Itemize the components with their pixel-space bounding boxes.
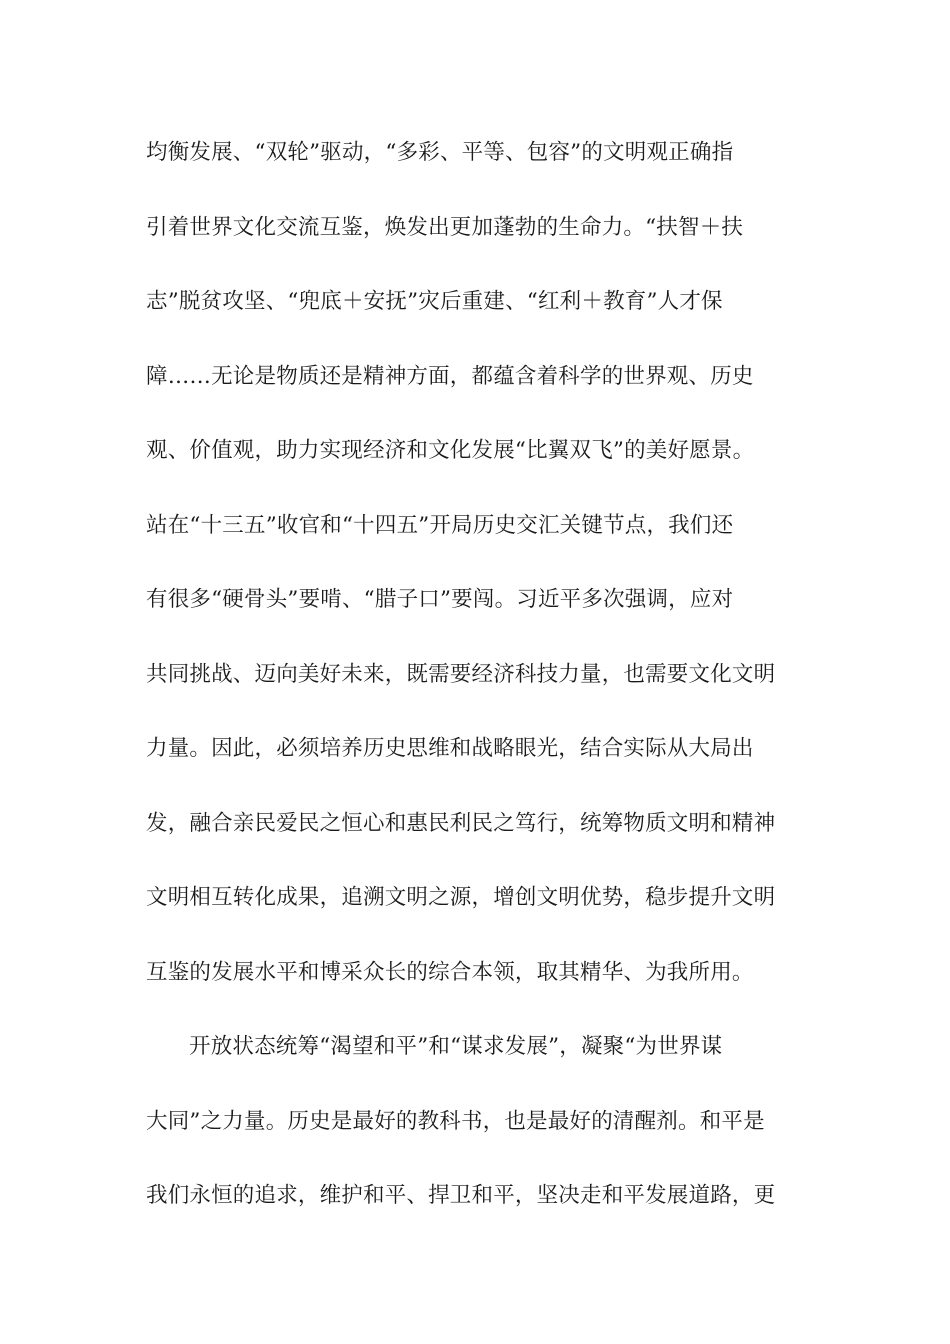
text-line: 互鉴的发展水平和博采众长的综合本领，取其精华、为我所用。 xyxy=(146,959,754,985)
text-line: 均衡发展、“双轮”驱动，“多彩、平等、包容”的文明观正确指 xyxy=(146,140,734,165)
text-line: 观、价值观，助力实现经济和文化发展“比翼双飞”的美好愿景。 xyxy=(146,438,755,463)
text-line: 我们永恒的追求，维护和平、捍卫和平，坚决走和平发展道路，更 xyxy=(146,1183,776,1208)
text-line: 发，融合亲民爱民之恒心和惠民利民之笃行，统筹物质文明和精神 xyxy=(146,810,776,836)
text-line: 引着世界文化交流互鉴，焕发出更加蓬勃的生命力。“扶智＋扶 xyxy=(146,214,744,240)
text-line: 志”脱贫攻坚、“兜底＋安抚”灾后重建、“红利＋教育”人才保 xyxy=(146,289,723,314)
paragraph-first-line: 开放状态统筹“渴望和平”和“谋求发展”，凝聚“为世界谋 xyxy=(189,1034,723,1059)
body-text xyxy=(146,131,796,1249)
text-line: 有很多“硬骨头”要啃、“腊子口”要闯。习近平多次强调，应对 xyxy=(146,587,734,612)
text-line: 文明相互转化成果，追溯文明之源，增创文明优势，稳步提升文明 xyxy=(146,885,776,910)
text-line: 大同”之力量。历史是最好的教科书，也是最好的清醒剂。和平是 xyxy=(146,1108,765,1134)
text-line: 力量。因此，必须培养历史思维和战略眼光，结合实际从大局出 xyxy=(146,736,754,761)
text-line: 障……无论是物质还是精神方面，都蕴含着科学的世界观、历史 xyxy=(146,363,754,389)
text-line: 站在“十三五”收官和“十四五”开局历史交汇关键节点，我们还 xyxy=(146,512,734,538)
text-line: 共同挑战、迈向美好未来，既需要经济科技力量，也需要文化文明 xyxy=(146,661,776,687)
